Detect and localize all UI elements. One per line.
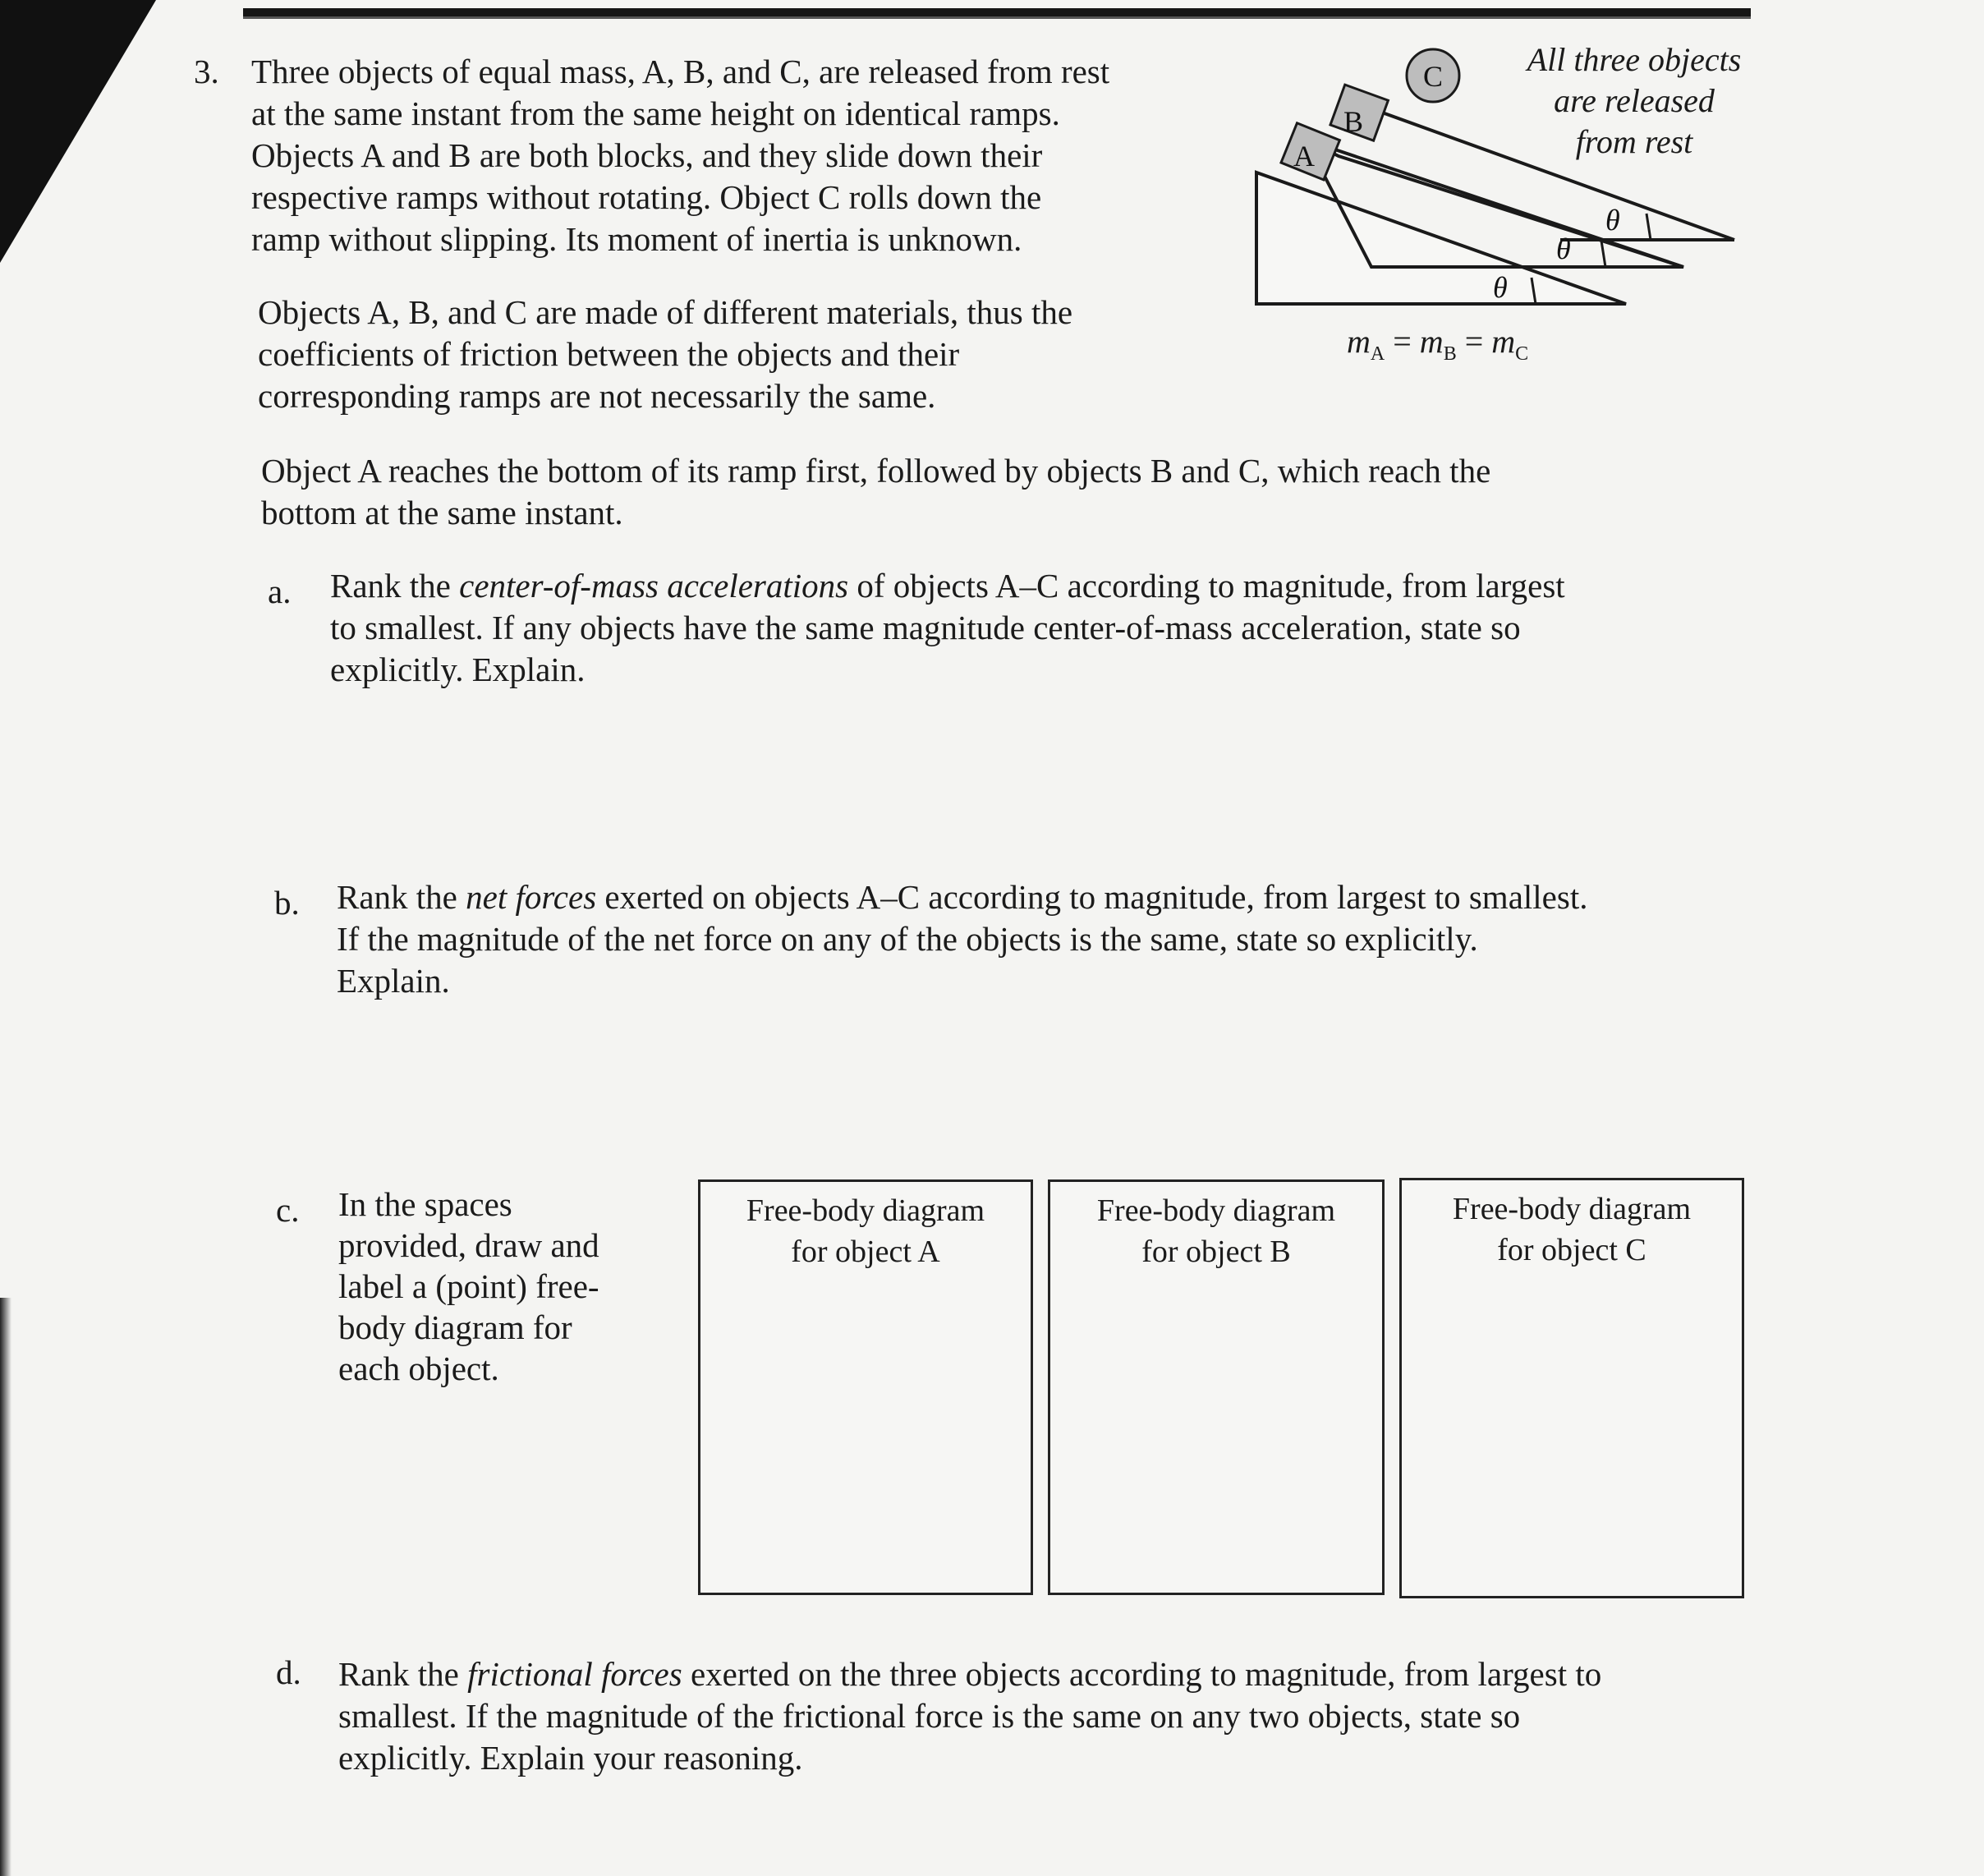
equals-sign: =	[1464, 323, 1484, 360]
angle-label-a: θ	[1493, 271, 1508, 304]
part-a-line: explicitly. Explain.	[330, 651, 586, 688]
ball-c-label: C	[1423, 60, 1444, 93]
block-a-label: A	[1293, 140, 1315, 172]
part-b-line	[337, 876, 1587, 918]
part-b-text: Rank the	[337, 878, 466, 916]
part-c-line: In the spaces	[338, 1185, 512, 1223]
release-note	[1503, 39, 1766, 163]
part-d-line: smallest. If the magnitude of the frictional force is the same on any two objects, state so	[338, 1697, 1521, 1735]
fbd-title-line: Free-body diagram	[1096, 1193, 1336, 1228]
angle-label-b: θ	[1556, 232, 1571, 265]
part-b-line: If the magnitude of the net force on any of the objects is the same, state so explicitly.	[337, 920, 1478, 958]
part-d-label: d.	[276, 1653, 301, 1691]
fbd-title-line: Free-body diagram	[1452, 1192, 1692, 1226]
mass-sub-c: C	[1515, 343, 1529, 365]
page-shadow	[0, 0, 156, 263]
fbd-box-b[interactable]	[1048, 1179, 1385, 1595]
intro-line: ramp without slipping. Its moment of inertia is unknown.	[251, 220, 1022, 258]
part-a-text: of objects A–C according to magnitude, from largest	[848, 567, 1565, 605]
part-d-line	[338, 1653, 1601, 1695]
para2-line: corresponding ramps are not necessarily the same.	[258, 377, 936, 415]
release-note-line: are released	[1554, 82, 1715, 119]
fbd-title-line: for object C	[1497, 1233, 1646, 1267]
part-c-label: c.	[276, 1191, 300, 1229]
part-d-text: Rank the	[338, 1655, 468, 1693]
fbd-title-line: for object B	[1141, 1235, 1291, 1269]
angle-label-c: θ	[1605, 204, 1620, 237]
para2-line: Objects A, B, and C are made of different materials, thus the	[258, 293, 1073, 331]
intro-line: Three objects of equal mass, A, B, and C, are released from rest	[251, 53, 1110, 90]
fbd-box-c[interactable]	[1399, 1178, 1744, 1598]
equals-sign: =	[1393, 323, 1412, 360]
intro-line: Objects A and B are both blocks, and they slide down their	[251, 136, 1043, 174]
release-note-line: from rest	[1575, 123, 1693, 160]
mass-sub-a: A	[1370, 343, 1385, 365]
fbd-box-a[interactable]	[698, 1179, 1033, 1595]
part-a-line: to smallest. If any objects have the same magnitude center-of-mass acceleration, state so	[330, 609, 1521, 646]
part-a-line	[330, 565, 1565, 607]
top-rule	[243, 8, 1751, 19]
fbd-title-a	[700, 1190, 1031, 1272]
part-d-text: exerted on the three objects according to magnitude, from largest to	[682, 1655, 1602, 1693]
release-note-line: All three objects	[1527, 41, 1742, 78]
part-d-line: explicitly. Explain your reasoning.	[338, 1739, 803, 1777]
problem-number: 3.	[194, 53, 219, 90]
part-c-line: body diagram for	[338, 1308, 572, 1346]
fbd-title-line: for object A	[791, 1235, 940, 1269]
para3-line: Object A reaches the bottom of its ramp first, followed by objects B and C, which reach the	[261, 452, 1491, 490]
part-b-text: exerted on objects A–C according to magnitude, from largest to smallest.	[596, 878, 1588, 916]
fbd-title-c	[1402, 1189, 1742, 1271]
part-c-line: label a (point) free-	[338, 1267, 599, 1305]
intro-line: at the same instant from the same height on identical ramps.	[251, 94, 1060, 132]
part-a-emphasis: center-of-mass accelerations	[459, 567, 849, 605]
mass-symbol: m	[1347, 323, 1371, 360]
part-a-label: a.	[268, 572, 292, 610]
part-a-text: Rank the	[330, 567, 460, 605]
mass-symbol: m	[1419, 323, 1444, 360]
fbd-title-line: Free-body diagram	[746, 1193, 985, 1228]
part-d-emphasis: frictional forces	[467, 1655, 682, 1693]
angle-arc-c	[1646, 214, 1651, 240]
angle-arc-b	[1601, 241, 1605, 267]
para2-line: coefficients of friction between the objects and their	[258, 335, 960, 373]
part-c-line: provided, draw and	[338, 1226, 599, 1264]
part-c-line: each object.	[338, 1350, 499, 1387]
fbd-title-b	[1050, 1190, 1382, 1272]
part-b-emphasis: net forces	[466, 878, 597, 916]
mass-symbol: m	[1491, 323, 1516, 360]
block-b-label: B	[1343, 105, 1364, 138]
intro-line: respective ramps without rotating. Object C rolls down the	[251, 178, 1042, 216]
mass-equality	[1347, 322, 1528, 366]
mass-sub-b: B	[1443, 343, 1457, 365]
part-b-label: b.	[274, 884, 300, 922]
page-shadow-lower	[0, 1298, 11, 1876]
part-b-line: Explain.	[337, 962, 450, 1000]
para3-line: bottom at the same instant.	[261, 494, 623, 531]
